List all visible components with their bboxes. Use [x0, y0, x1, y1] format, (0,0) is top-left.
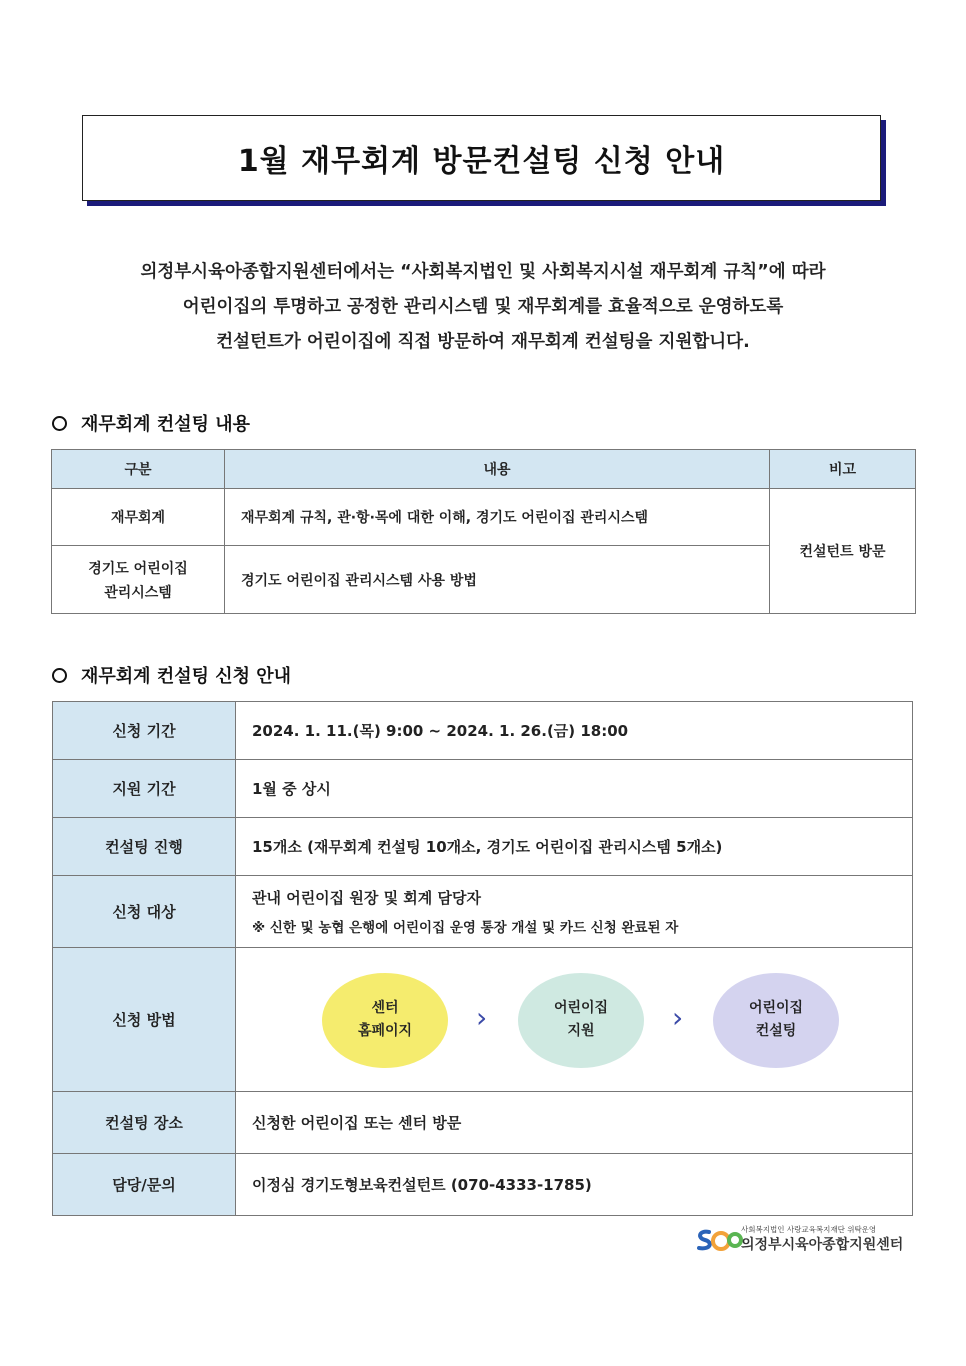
contact-value: 이정심 경기도형보육컨설턴트 (070-4333-1785) — [236, 1154, 913, 1216]
period-label: 신청 기간 — [53, 702, 236, 760]
table-row — [52, 489, 916, 546]
row-category-line: 경기도 어린이집 — [88, 560, 188, 577]
target-main: 관내 어린이집 원장 및 회계 담당자 — [252, 889, 481, 907]
consulting-content-table — [51, 449, 916, 614]
step-bubble-homepage — [322, 973, 448, 1068]
row-category: 재무회계 — [52, 489, 225, 546]
table-header-row — [52, 450, 916, 489]
intro-paragraph — [60, 255, 906, 360]
circle-bullet-icon — [52, 668, 67, 683]
application-flow — [236, 949, 912, 1091]
step-bubble-consulting — [713, 973, 839, 1068]
support-label: 지원 기간 — [53, 760, 236, 818]
table-row — [53, 948, 913, 1092]
table-row — [53, 1154, 913, 1216]
row-note: 컨설턴트 방문 — [770, 489, 916, 614]
contact-label: 담당/문의 — [53, 1154, 236, 1216]
row-content: 경기도 어린이집 관리시스템 사용 방법 — [225, 546, 770, 614]
step-line: 어린이집 — [553, 1000, 609, 1016]
step-line: 홈페이지 — [357, 1023, 413, 1039]
logo-center-name: 의정부시육아종합지원센터 — [741, 1237, 904, 1253]
section-heading-apply — [52, 662, 291, 688]
section-heading-text: 재무회계 컨설팅 신청 안내 — [81, 666, 292, 687]
step-bubble-support — [518, 973, 644, 1068]
table-row — [53, 1092, 913, 1154]
step-line: 컨설팅 — [755, 1023, 797, 1039]
intro-line: 컨설턴트가 어린이집에 직접 방문하여 재무회계 컨설팅을 지원합니다. — [216, 332, 750, 352]
logo-mark-icon — [695, 1226, 743, 1254]
place-value: 신청한 어린이집 또는 센터 방문 — [236, 1092, 913, 1154]
step-line: 지원 — [567, 1023, 595, 1039]
title-box — [82, 115, 881, 201]
period-value: 2024. 1. 11.(목) 9:00 ~ 2024. 1. 26.(금) 18:00 — [236, 702, 913, 760]
application-info-table — [52, 701, 913, 1216]
logo-operator-text: 사회복지법인 사랑교육복지재단 위탁운영 — [741, 1225, 877, 1234]
page-title: 1월 재무회계 방문컨설팅 신청 안내 — [237, 144, 726, 179]
target-value — [236, 876, 913, 948]
header-note: 비고 — [770, 450, 916, 489]
circle-bullet-icon — [52, 416, 67, 431]
header-content: 내용 — [225, 450, 770, 489]
row-category — [52, 546, 225, 614]
progress-value: 15개소 (재무회계 컨설팅 10개소, 경기도 어린이집 관리시스템 5개소) — [236, 818, 913, 876]
table-row — [53, 702, 913, 760]
table-row — [53, 876, 913, 948]
intro-line: 어린이집의 투명하고 공정한 관리시스템 및 재무회계를 효율적으로 운영하도록 — [182, 297, 784, 317]
target-label: 신청 대상 — [53, 876, 236, 948]
step-line: 어린이집 — [748, 1000, 804, 1016]
target-note: ※ 신한 및 농협 은행에 어린이집 운영 통장 개설 및 카드 신청 완료된 자 — [252, 920, 679, 936]
table-row — [53, 760, 913, 818]
method-value — [236, 948, 913, 1092]
intro-line: 의정부시육아종합지원센터에서는 “사회복지법인 및 사회복지시설 재무회계 규칙”에 따라 — [140, 262, 826, 282]
table-row — [53, 818, 913, 876]
section-heading-text: 재무회계 컨설팅 내용 — [81, 414, 251, 435]
chevron-right-icon: › — [476, 1000, 488, 1034]
step-line: 센터 — [371, 1000, 399, 1016]
support-value: 1월 중 상시 — [236, 760, 913, 818]
method-label: 신청 방법 — [53, 948, 236, 1092]
row-content: 재무회계 규칙, 관·항·목에 대한 이해, 경기도 어린이집 관리시스템 — [225, 489, 770, 546]
progress-label: 컨설팅 진행 — [53, 818, 236, 876]
section-heading-content — [52, 410, 250, 436]
chevron-right-icon: › — [672, 1000, 684, 1034]
row-category-line: 관리시스템 — [104, 584, 172, 601]
place-label: 컨설팅 장소 — [53, 1092, 236, 1154]
center-logo — [695, 1224, 910, 1256]
header-category: 구분 — [52, 450, 225, 489]
